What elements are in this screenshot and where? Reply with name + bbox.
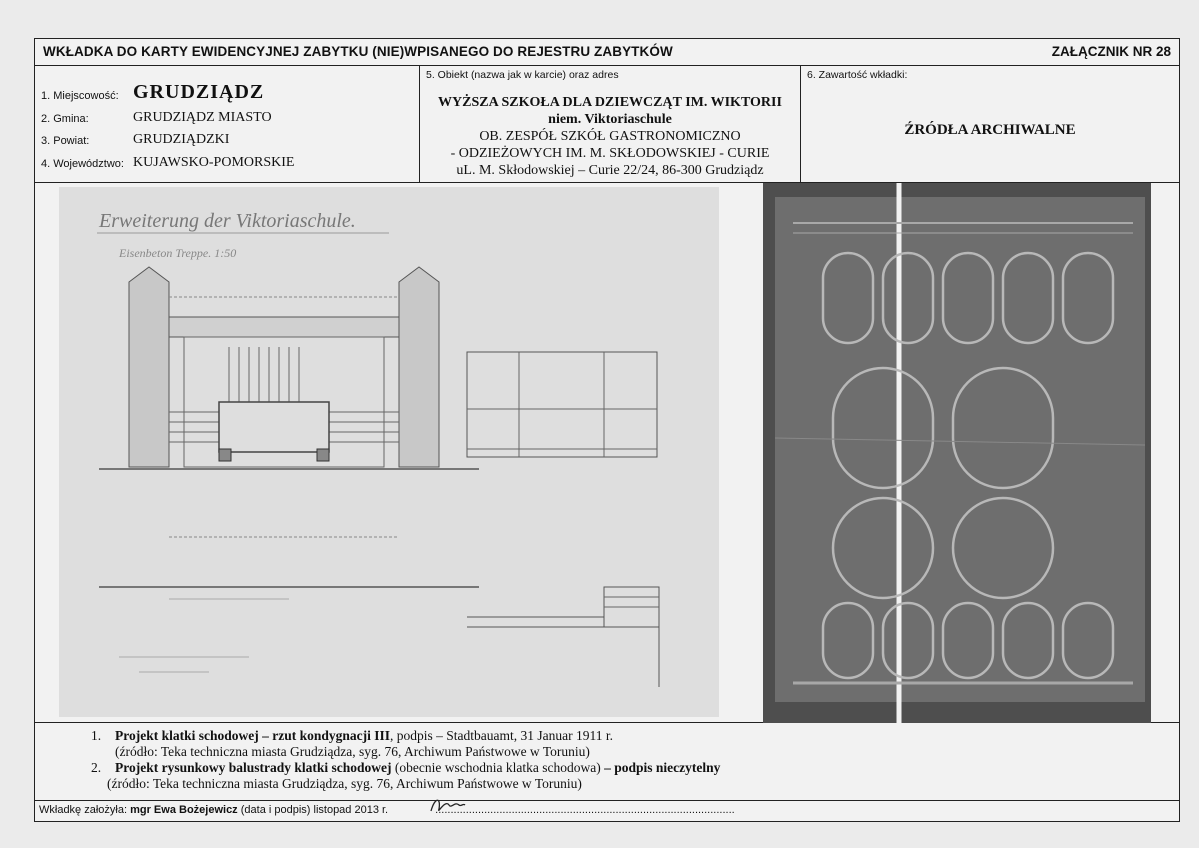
annex-number: ZAŁĄCZNIK NR 28 xyxy=(1051,44,1171,59)
footer-prefix: Wkładkę założyła: xyxy=(39,804,131,816)
contents-label: 6. Zawartość wkładki: xyxy=(807,69,908,81)
balustrade-drawing-photo xyxy=(763,183,1151,723)
header-row xyxy=(35,39,1179,66)
object-current-name: OB. ZESPÓŁ SZKÓŁ GASTRONOMICZNO xyxy=(479,129,741,144)
images-section xyxy=(35,183,1179,723)
powiat-value: GRUDZIĄDZKI xyxy=(133,132,230,147)
caption-1-title: Projekt klatki schodowej – rzut kondygnacji III xyxy=(115,728,391,743)
caption-1-rest: , podpis – Stadtbauamt, 31 Januar 1911 r. xyxy=(390,728,614,743)
object-column xyxy=(420,66,801,182)
caption-2-title: Projekt rysunkowy balustrady klatki schodowej xyxy=(115,760,392,775)
wojewodztwo-label: 4. Województwo: xyxy=(41,158,124,170)
caption-2-num: 2. xyxy=(91,760,102,775)
drawing-subtitle: Eisenbeton Treppe. 1:50 xyxy=(119,246,237,260)
captions-section xyxy=(35,723,1179,801)
footer-author: mgr Ewa Bożejewicz xyxy=(130,804,238,816)
contents-column xyxy=(801,66,1179,182)
footer-text xyxy=(39,804,735,816)
contents-value: ŹRÓDŁA ARCHIWALNE xyxy=(904,122,1076,138)
gmina-value: GRUDZIĄDZ MIASTO xyxy=(133,110,272,125)
wojewodztwo-value: KUJAWSKO-POMORSKIE xyxy=(133,155,295,170)
caption-2-rest: – podpis nieczytelny xyxy=(600,760,721,775)
miejscowosc-value: GRUDZIĄDZ xyxy=(133,81,265,103)
handwritten-signature xyxy=(427,795,467,817)
object-label: 5. Obiekt (nazwa jak w karcie) oraz adres xyxy=(426,69,619,81)
document-title: WKŁADKA DO KARTY EWIDENCYJNEJ ZABYTKU (NIE)WPISANEGO DO REJESTRU ZABYTKÓW xyxy=(43,44,673,59)
document-sheet xyxy=(34,38,1180,822)
gmina-label: 2. Gmina: xyxy=(41,113,89,125)
object-name: WYŻSZA SZKOŁA DLA DZIEWCZĄT IM. WIKTORII xyxy=(438,95,782,110)
staircase-plan-image xyxy=(59,187,719,717)
caption-1-source: (źródło: Teka techniczna miasta Grudziądza, syg. 76, Archiwum Państwowe w Toruniu) xyxy=(115,744,590,759)
caption-1-num: 1. xyxy=(91,728,102,743)
location-column xyxy=(35,66,420,182)
miejscowosc-label: 1. Miejscowość: xyxy=(41,90,119,102)
footer xyxy=(35,801,1179,821)
object-german-name: niem. Viktoriaschule xyxy=(548,112,672,127)
caption-1 xyxy=(115,728,613,744)
drawing-title: Erweiterung der Viktoriaschule. xyxy=(99,210,356,232)
footer-dots: .................................................................................................. xyxy=(435,804,735,816)
footer-suffix: (data i podpis) listopad 2013 r. xyxy=(237,804,392,816)
caption-2-source: (źródło: Teka techniczna miasta Grudziądza, syg. 76, Archiwum Państwowe w Toruniu) xyxy=(107,776,582,791)
balustrade-pattern xyxy=(763,183,1151,723)
caption-2-note: (obecnie wschodnia klatka schodowa) xyxy=(391,760,601,775)
object-current-name-cont: - ODZIEŻOWYCH IM. M. SKŁODOWSKIEJ - CURIE xyxy=(450,146,770,161)
info-section xyxy=(35,66,1179,183)
object-address: uL. M. Skłodowskiej – Curie 22/24, 86-300 Grudziądz xyxy=(456,163,764,178)
powiat-label: 3. Powiat: xyxy=(41,135,90,147)
caption-2 xyxy=(115,760,720,776)
staircase-plan-drawing xyxy=(59,187,719,717)
